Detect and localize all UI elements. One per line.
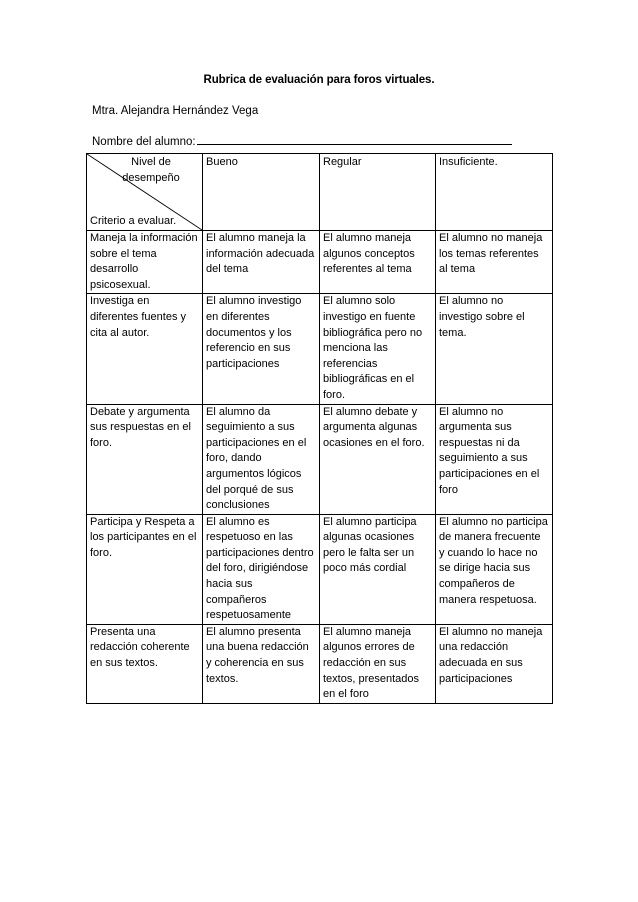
regular-cell: El alumno participa algunas ocasiones pero le falta ser un poco más cordial — [320, 514, 436, 624]
insuficiente-cell: El alumno no participa de manera frecuente y cuando lo hace no se dirige hacia sus compañeros de manera respetuosa. — [436, 514, 553, 624]
criterion-cell: Participa y Respeta a los participantes en el foro. — [87, 514, 203, 624]
table-row — [87, 294, 553, 404]
criterion-cell: Investiga en diferentes fuentes y cita al autor. — [87, 294, 203, 404]
table-row — [87, 231, 553, 294]
bueno-cell: El alumno investigo en diferentes documentos y los referencio en sus participaciones — [203, 294, 320, 404]
insuficiente-cell: El alumno no investigo sobre el tema. — [436, 294, 553, 404]
table-row — [87, 514, 553, 624]
bueno-cell: El alumno presenta una buena redacción y coherencia en sus textos. — [203, 624, 320, 703]
criterion-cell: Debate y argumenta sus respuestas en el foro. — [87, 404, 203, 514]
level-regular-header: Regular — [320, 154, 436, 231]
level-bueno-header: Bueno — [203, 154, 320, 231]
corner-cell — [87, 154, 203, 231]
table-row — [87, 624, 553, 703]
teacher-name: Mtra. Alejandra Hernández Vega — [92, 105, 259, 117]
level-insuficiente-header: Insuficiente. — [436, 154, 553, 231]
criterion-cell: Maneja la información sobre el tema desarrollo psicosexual. — [87, 231, 203, 294]
bueno-cell: El alumno es respetuoso en las participaciones dentro del foro, dirigiéndose hacia sus compañeros respetuosamente — [203, 514, 320, 624]
student-label: Nombre del alumno: — [92, 136, 196, 148]
document-title: Rubrica de evaluación para foros virtuales. — [203, 74, 435, 86]
regular-cell: El alumno maneja algunos errores de redacción en sus textos, presentados en el foro — [320, 624, 436, 703]
table-row — [87, 404, 553, 514]
bueno-cell: El alumno maneja la información adecuada del tema — [203, 231, 320, 294]
bueno-cell: El alumno da seguimiento a sus participaciones en el foro, dando argumentos lógicos del porqué de sus conclusiones — [203, 404, 320, 514]
regular-cell: El alumno solo investigo en fuente bibliográfica pero no menciona las referencias bibliográficas en el foro. — [320, 294, 436, 404]
table-header-row — [87, 154, 553, 231]
rubric-table — [86, 153, 553, 704]
regular-cell: El alumno maneja algunos conceptos referentes al tema — [320, 231, 436, 294]
regular-cell: El alumno debate y argumenta algunas ocasiones en el foro. — [320, 404, 436, 514]
student-name-blank — [197, 133, 512, 145]
criterion-cell: Presenta una redacción coherente en sus textos. — [87, 624, 203, 703]
insuficiente-cell: El alumno no argumenta sus respuestas ni da seguimiento a sus participaciones en el foro — [436, 404, 553, 514]
insuficiente-cell: El alumno no maneja los temas referentes al tema — [436, 231, 553, 294]
student-name-line — [92, 133, 512, 148]
level-heading: Nivel de desempeño — [122, 156, 180, 184]
criterion-heading: Criterio a evaluar. — [90, 215, 177, 228]
insuficiente-cell: El alumno no maneja una redacción adecuada en sus participaciones — [436, 624, 553, 703]
